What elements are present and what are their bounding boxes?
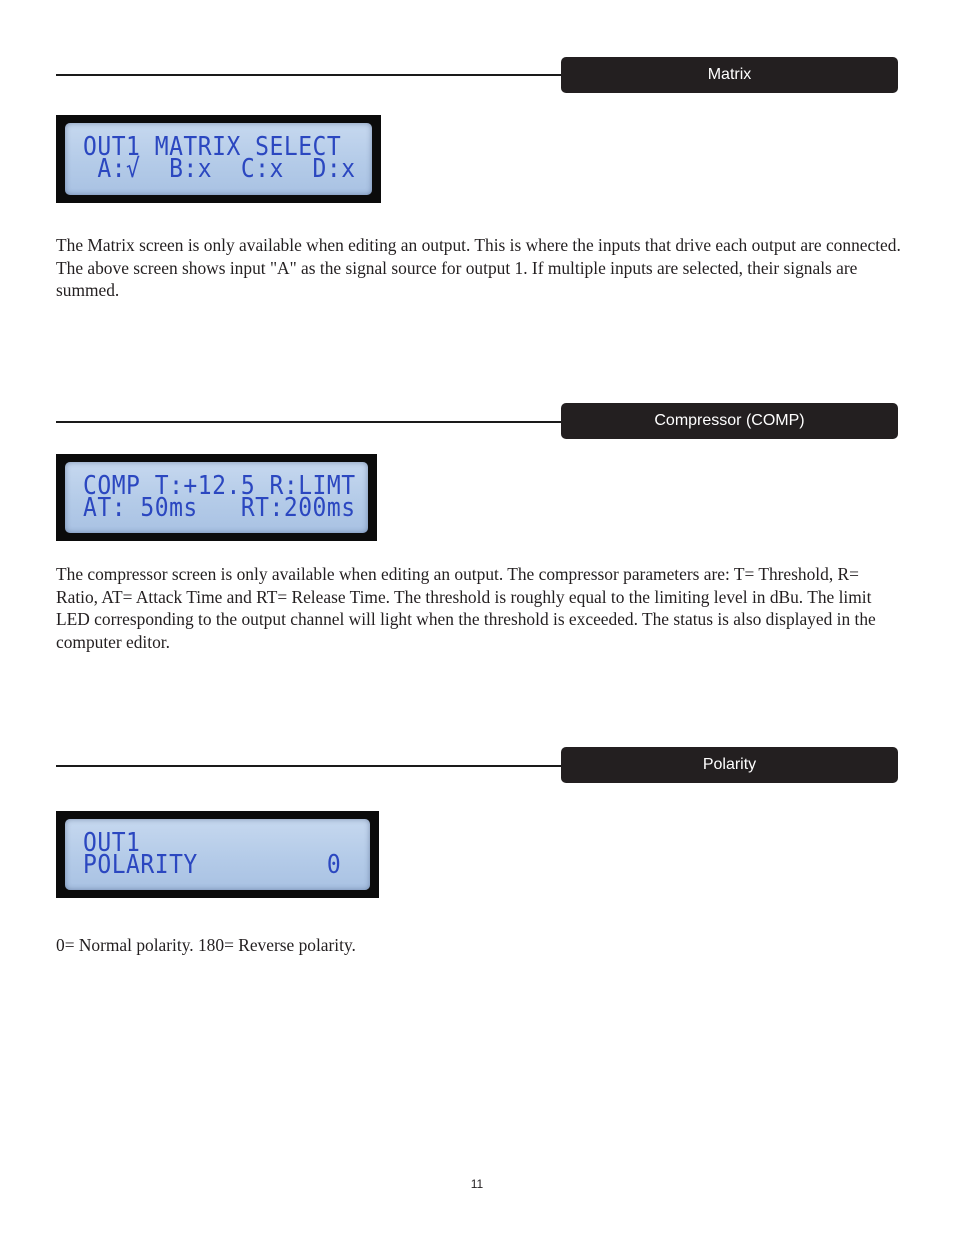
lcd-screen (65, 123, 372, 195)
lcd-image-compressor (56, 454, 377, 541)
lcd-screen (65, 462, 368, 533)
section-rule-polarity (56, 765, 562, 767)
page-number: 11 (470, 1177, 484, 1191)
section-rule-compressor (56, 421, 562, 423)
matrix-description: The Matrix screen is only available when editing an output. This is where the inputs that drive each output are connected. The above screen shows input "A" as the signal source for output 1. If multiple inputs are selected, their signals are summed. (56, 235, 901, 301)
lcd-line-2: POLARITY 0 (83, 850, 342, 880)
lcd-image-polarity (56, 811, 379, 898)
lcd-line-2: AT: 50ms RT:200ms (83, 493, 356, 523)
section-heading-matrix: Matrix (561, 57, 898, 93)
lcd-line-1: COMP T:+12.5 R:LIMT (83, 471, 356, 501)
lcd-screen (65, 819, 370, 890)
lcd-line-1: OUT1 (83, 828, 141, 858)
polarity-description: 0= Normal polarity. 180= Reverse polarity. (56, 935, 356, 955)
lcd-line-2: A:√ B:x C:x D:x (83, 154, 356, 184)
lcd-line-1: OUT1 MATRIX SELECT (83, 132, 342, 162)
compressor-description: The compressor screen is only available when editing an output. The compressor parameters are: T= Threshold, R= Ratio, AT= Attack Time and RT= Release Time. The threshold is roughly equal to the limiting level in dBu. The limit LED corresponding to the output channel will light when the threshold is exceeded. The status is also displayed in the computer editor. (56, 564, 876, 653)
section-heading-polarity: Polarity (561, 747, 898, 783)
section-heading-compressor: Compressor (COMP) (561, 403, 898, 439)
section-rule-matrix (56, 74, 562, 76)
lcd-image-matrix (56, 115, 381, 203)
